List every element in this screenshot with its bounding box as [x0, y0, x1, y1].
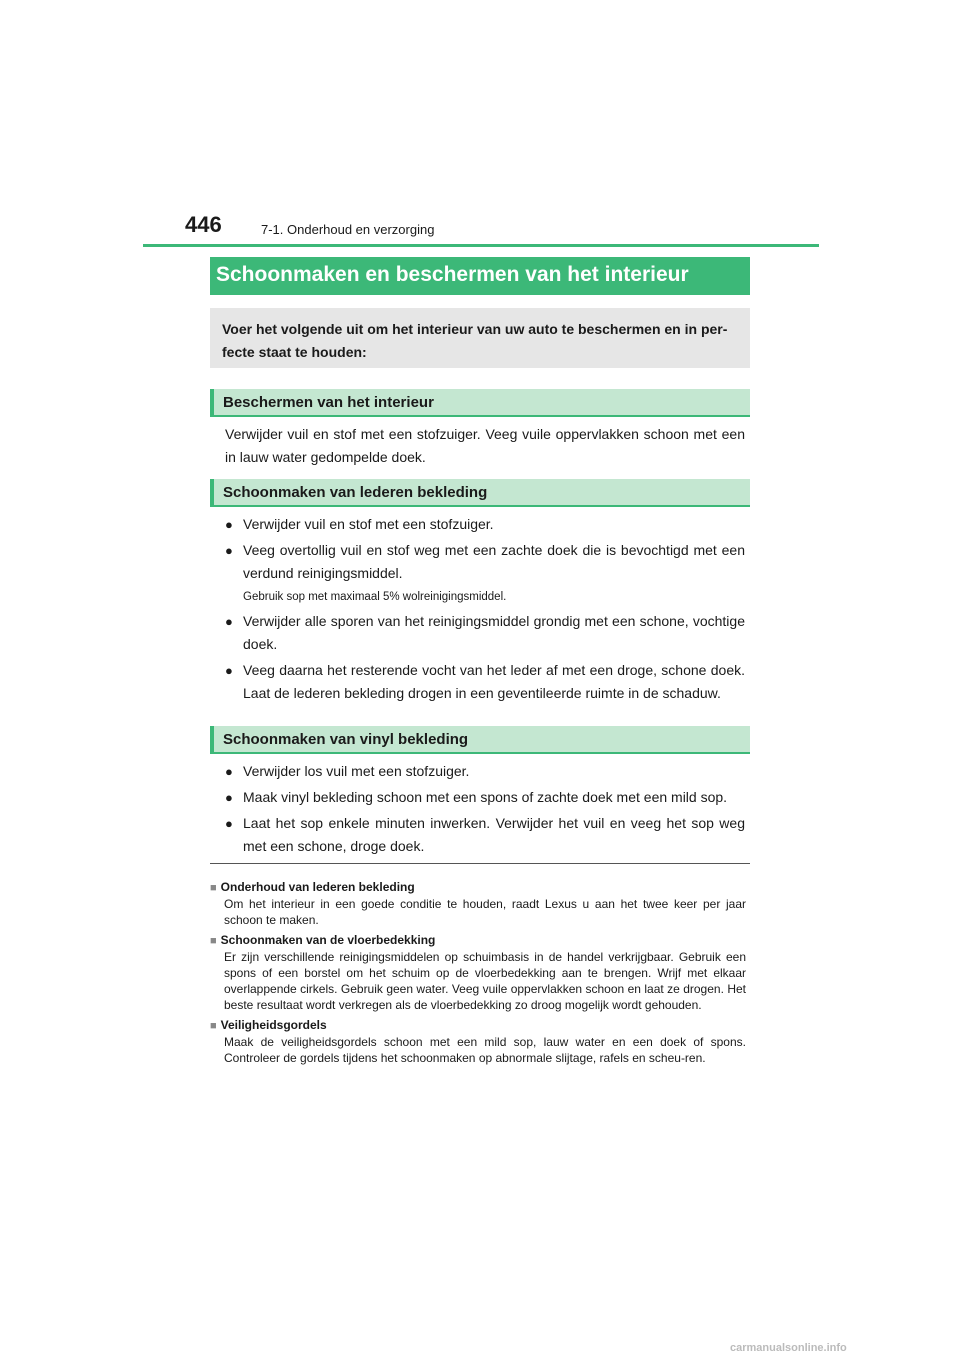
- list-item: ● Laat het sop enkele minuten inwerken. Verwijder het vuil en veeg het sop weg met een schone, droge doek.: [225, 812, 745, 858]
- watermark: carmanualsonline.info: [730, 1342, 847, 1354]
- footnotes: [210, 875, 746, 1066]
- subheading-leather: Schoonmaken van lederen bekleding: [210, 479, 750, 507]
- page-number: 446: [185, 212, 222, 237]
- page-title: Schoonmaken en beschermen van het interieur: [210, 257, 750, 295]
- bullet-icon: ●: [225, 764, 233, 779]
- header-rule: [143, 244, 819, 247]
- footnote-body: Maak de veiligheidsgordels schoon met een mild sop, lauw water en een doek of spons. Controleer de gordels tijdens het schoonmaken op abnormale slijtage, rafels en scheu-ren.: [224, 1035, 746, 1065]
- bullet-list-vinyl: [225, 760, 745, 861]
- bullet-icon: ●: [225, 614, 233, 629]
- paragraph-protect-interior: Verwijder vuil en stof met een stofzuiger. Veeg vuile oppervlakken schoon met een in lauw water gedompelde doek.: [225, 426, 745, 465]
- bullet-icon: ●: [225, 816, 233, 831]
- square-bullet-icon: ■: [210, 882, 217, 894]
- bullet-icon: ●: [225, 790, 233, 805]
- footnote-heading: ■ Veiligheidsgordels: [210, 1018, 327, 1032]
- list-item: ● Veeg overtollig vuil en stof weg met een zachte doek die is bevochtigd met een verdund reinigingsmiddel.: [225, 539, 745, 585]
- square-bullet-icon: ■: [210, 1020, 217, 1032]
- list-item: ● Veeg daarna het resterende vocht van het leder af met een droge, schone doek. Laat de lederen bekleding drogen in een geventileerde ruimte in de schaduw.: [225, 659, 745, 705]
- section-reference: 7-1. Onderhoud en verzorging: [261, 222, 435, 237]
- footnote-body: Om het interieur in een goede conditie te houden, raadt Lexus u aan het twee keer per jaar schoon te maken.: [224, 897, 746, 927]
- subheading-vinyl: Schoonmaken van vinyl bekleding: [210, 726, 750, 754]
- footnote-heading: ■ Schoonmaken van de vloerbedekking: [210, 933, 436, 947]
- footnote-body: Er zijn verschillende reinigingsmiddelen op schuimbasis in de handel verkrijgbaar. Gebruik een spons of een borstel om het schuim op de vloerbedekking aan te brengen. Wrijf met elkaar overlappende cirkels. Gebruik geen water. Veeg vuile oppervlakken schoon en laat ze drogen. Het beste resultaat wordt verkregen als de vloerbedekking zo droog mogelijk wordt gehouden.: [224, 950, 746, 1012]
- list-item: ● Verwijder vuil en stof met een stofzuiger.: [225, 513, 745, 536]
- list-item: ● Maak vinyl bekleding schoon met een spons of zachte doek met een mild sop.: [225, 786, 745, 809]
- square-bullet-icon: ■: [210, 935, 217, 947]
- divider: [210, 863, 750, 864]
- intro-box: Voer het volgende uit om het interieur van uw auto te beschermen en in per-fecte staat te houden:: [210, 308, 750, 368]
- subheading-protect-interior: Beschermen van het interieur: [210, 389, 750, 417]
- bullet-icon: ●: [225, 543, 233, 558]
- bullet-icon: ●: [225, 517, 233, 532]
- bullet-icon: ●: [225, 663, 233, 678]
- detergent-note: Gebruik sop met maximaal 5% wolreinigingsmiddel.: [243, 591, 507, 603]
- footnote-heading: ■ Onderhoud van lederen bekleding: [210, 880, 415, 894]
- list-item: ● Verwijder los vuil met een stofzuiger.: [225, 760, 745, 783]
- list-item: ● Verwijder alle sporen van het reinigingsmiddel grondig met een schone, vochtige doek.: [225, 610, 745, 656]
- bullet-list-leather: [225, 513, 745, 708]
